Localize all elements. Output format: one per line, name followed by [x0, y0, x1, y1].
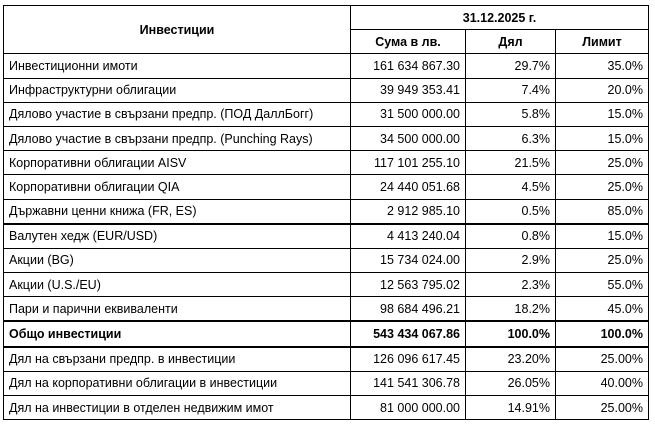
ratio-share: 23.20%	[466, 347, 556, 372]
table-row	[4, 102, 649, 126]
row-limit: 35.0%	[556, 54, 649, 78]
row-amount: 12 563 795.02	[351, 273, 466, 297]
ratio-row	[4, 396, 649, 420]
row-limit: 45.0%	[556, 297, 649, 322]
row-limit: 15.0%	[556, 126, 649, 150]
row-share: 0.8%	[466, 224, 556, 249]
table-row	[4, 199, 649, 224]
row-label: Корпоративни облигации AISV	[4, 151, 351, 175]
table-row	[4, 78, 649, 102]
row-amount: 117 101 255.10	[351, 151, 466, 175]
total-amount: 543 434 067.86	[351, 321, 466, 346]
row-label: Акции (U.S./EU)	[4, 273, 351, 297]
row-amount: 2 912 985.10	[351, 199, 466, 224]
table-row	[4, 273, 649, 297]
row-limit: 25.0%	[556, 175, 649, 199]
table-row	[4, 175, 649, 199]
total-share: 100.0%	[466, 321, 556, 346]
ratio-limit: 25.00%	[556, 396, 649, 420]
row-amount: 15 734 024.00	[351, 248, 466, 272]
row-share: 21.5%	[466, 151, 556, 175]
table-row	[4, 126, 649, 150]
row-amount: 4 413 240.04	[351, 224, 466, 249]
ratio-label: Дял на свързани предпр. в инвестиции	[4, 347, 351, 372]
share-column-header: Дял	[466, 30, 556, 54]
row-share: 4.5%	[466, 175, 556, 199]
row-amount: 39 949 353.41	[351, 78, 466, 102]
row-amount: 34 500 000.00	[351, 126, 466, 150]
row-limit: 25.0%	[556, 151, 649, 175]
row-share: 0.5%	[466, 199, 556, 224]
row-label: Дялово участие в свързани предпр. (Punching Rays)	[4, 126, 351, 150]
table-row	[4, 54, 649, 78]
table-row	[4, 248, 649, 272]
ratio-share: 26.05%	[466, 371, 556, 395]
ratio-amount: 81 000 000.00	[351, 396, 466, 420]
row-label: Корпоративни облигации QIA	[4, 175, 351, 199]
row-share: 18.2%	[466, 297, 556, 322]
ratio-label: Дял на инвестиции в отделен недвижим имот	[4, 396, 351, 420]
table-row	[4, 224, 649, 249]
row-label: Пари и парични еквиваленти	[4, 297, 351, 322]
investments-table	[3, 5, 649, 420]
ratio-label: Дял на корпоративни облигации в инвестиции	[4, 371, 351, 395]
table-row	[4, 151, 649, 175]
row-limit: 85.0%	[556, 199, 649, 224]
ratio-limit: 40.00%	[556, 371, 649, 395]
title-header: Инвестиции	[4, 6, 351, 54]
row-label: Инвестиционни имоти	[4, 54, 351, 78]
row-limit: 20.0%	[556, 78, 649, 102]
total-label: Общо инвестиции	[4, 321, 351, 346]
row-limit: 55.0%	[556, 273, 649, 297]
row-amount: 98 684 496.21	[351, 297, 466, 322]
row-share: 7.4%	[466, 78, 556, 102]
ratio-amount: 141 541 306.78	[351, 371, 466, 395]
row-share: 2.3%	[466, 273, 556, 297]
row-amount: 24 440 051.68	[351, 175, 466, 199]
total-limit: 100.0%	[556, 321, 649, 346]
ratio-row	[4, 347, 649, 372]
ratio-amount: 126 096 617.45	[351, 347, 466, 372]
ratio-share: 14.91%	[466, 396, 556, 420]
total-row	[4, 321, 649, 346]
row-label: Акции (BG)	[4, 248, 351, 272]
row-label: Валутен хедж (EUR/USD)	[4, 224, 351, 249]
row-limit: 25.0%	[556, 248, 649, 272]
date-header: 31.12.2025 г.	[351, 6, 649, 30]
row-share: 2.9%	[466, 248, 556, 272]
row-limit: 15.0%	[556, 102, 649, 126]
amount-column-header: Сума в лв.	[351, 30, 466, 54]
row-label: Държавни ценни книжа (FR, ES)	[4, 199, 351, 224]
limit-column-header: Лимит	[556, 30, 649, 54]
row-share: 5.8%	[466, 102, 556, 126]
ratio-limit: 25.00%	[556, 347, 649, 372]
row-label: Инфраструктурни облигации	[4, 78, 351, 102]
row-label: Дялово участие в свързани предпр. (ПОД ДаллБогг)	[4, 102, 351, 126]
row-amount: 161 634 867.30	[351, 54, 466, 78]
row-share: 6.3%	[466, 126, 556, 150]
ratio-row	[4, 371, 649, 395]
row-share: 29.7%	[466, 54, 556, 78]
table-row	[4, 297, 649, 322]
row-limit: 15.0%	[556, 224, 649, 249]
row-amount: 31 500 000.00	[351, 102, 466, 126]
